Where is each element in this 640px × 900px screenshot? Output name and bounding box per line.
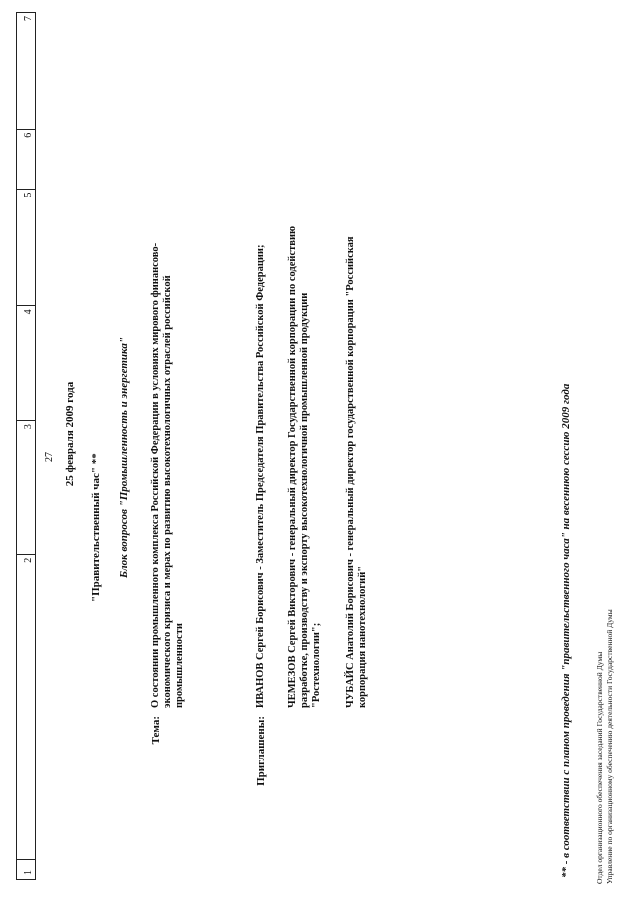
invited-person-1: ИВАНОВ Сергей Борисович - Заместитель Председателя Правительства Российской Федерации; — [255, 244, 266, 708]
invited-person-2-line-3: "Ростехнологии"; — [311, 622, 322, 708]
topic-label: Тема: — [150, 716, 162, 745]
session-date: 25 февраля 2009 года — [64, 381, 76, 487]
topic-line-3: промышленности — [174, 623, 185, 708]
topic-line-2: экономического кризиса и мерах по развитию высокотехнологичных отраслей российской — [162, 275, 173, 708]
invited-person-2-line-1: ЧЕМЕЗОВ Сергей Викторович - генеральный директор Государственной корпорации по содействию — [287, 225, 298, 708]
column-number-table — [16, 12, 36, 880]
page-number: 27 — [44, 452, 55, 462]
column-cell-6: 6 — [17, 129, 35, 189]
department-line-1: Отдел организационного обеспечения заседаний Государственной Думы — [595, 651, 604, 884]
topic-line-1: О состоянии промышленного комплекса Российской Федерации в условиях мирового финансово- — [150, 242, 161, 708]
government-hour-heading: "Правительственный час" ** — [90, 453, 102, 602]
column-cell-3: 3 — [17, 420, 35, 554]
column-cell-2: 2 — [17, 554, 35, 859]
footnote: ** - в соответствии с планом проведения "правительственного часа" на весеннюю сессию 2009 года — [560, 383, 572, 878]
invited-person-2-line-2: разработке, производству и экспорту высокотехнологичной промышленной продукции — [299, 292, 310, 708]
column-cell-5: 5 — [17, 189, 35, 306]
department-line-2: Управление по организационному обеспечению деятельности Государственной Думы — [605, 609, 614, 884]
column-cell-1: 1 — [17, 859, 35, 879]
invited-person-3-line-1: ЧУБАЙС Анатолий Борисович - генеральный директор государственной корпорации "Российская — [345, 236, 356, 708]
question-block-heading: Блок вопросов "Промышленность и энергетика" — [118, 337, 130, 578]
invited-label: Приглашены: — [255, 716, 267, 786]
column-cell-4: 4 — [17, 305, 35, 420]
column-cell-7: 7 — [23, 16, 34, 21]
invited-person-3-line-2: корпорация нанотехнологий" — [357, 565, 368, 708]
